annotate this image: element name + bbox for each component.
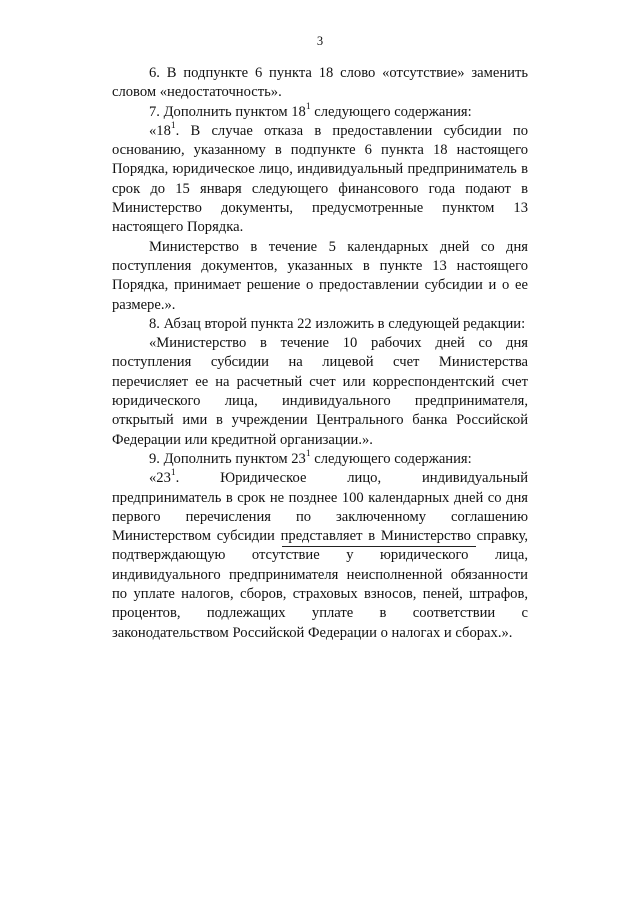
- paragraph-item-9-text: 9. Дополнить пунктом 23: [149, 450, 306, 467]
- document-body: [112, 64, 528, 643]
- paragraph-item-7-text-end: следующего содержания:: [310, 103, 472, 120]
- clause-23-1-text: . Юридическое лицо, индивидуальный предприниматель в срок не позднее 100 календарных дней со дня первого перечисления по заключенному соглашению Министерством субсидии представляет в Министерство справку, подтверждающую отсутствие у юридического лица, индивидуального предпринимателя неисполненной обязанности по уплате налогов, сборов, страховых взносов, пеней, штрафов, процентов, подлежащих уплате в соответствии с законодательством Российской Федерации о налогах и сборах.».: [112, 470, 528, 641]
- paragraph-item-6: [112, 64, 528, 103]
- paragraph-item-9-text-end: следующего содержания:: [310, 450, 472, 467]
- paragraph-clause-18-1: [112, 122, 528, 238]
- superscript-index: 1: [170, 121, 176, 132]
- paragraph-item-9: [112, 450, 528, 469]
- paragraph-clause-18-1-second: [112, 238, 528, 315]
- end-of-document-rule: [282, 546, 476, 547]
- superscript-index: 1: [305, 449, 311, 460]
- clause-22-text: «Министерство в течение 10 рабочих дней со дня поступления субсидии на лицевой счет Министерства перечисляет ее на расчетный счет или корреспондентский счет юридического лица, индивидуального предпринимателя, открытый ими в учреждении Центрального банка Российской Федерации или кредитной организации.».: [112, 335, 528, 448]
- clause-18-1-text: . В случае отказа в предоставлении субсидии по основанию, указанному в подпункте 6 пункта 18 настоящего Порядка, юридическое лицо, индивидуальный предприниматель в срок до 15 января следующего финансового года подают в Министерство документы, предусмотренные пунктом 13 настоящего Порядка.: [112, 122, 528, 236]
- superscript-index: 1: [170, 468, 176, 479]
- paragraph-clause-22: [112, 334, 528, 450]
- clause-18-1-number: «18: [149, 122, 171, 139]
- superscript-index: 1: [305, 101, 311, 112]
- paragraph-item-6-text: 6. В подпункте 6 пункта 18 слово «отсутствие» заменить словом «недостаточность».: [112, 65, 528, 101]
- paragraph-item-8: [112, 315, 528, 334]
- clause-18-1-second-text: Министерство в течение 5 календарных дней со дня поступления документов, указанных в пункте 13 настоящего Порядка, принимает решение о предоставлении субсидии и о ее размере.».: [112, 238, 528, 313]
- paragraph-item-7-text: 7. Дополнить пунктом 18: [149, 103, 306, 120]
- page-number: 3: [316, 34, 324, 48]
- clause-23-1-number: «23: [149, 470, 171, 487]
- paragraph-item-8-text: 8. Абзац второй пункта 22 изложить в следующей редакции:: [149, 315, 526, 332]
- paragraph-clause-23-1: [112, 469, 528, 643]
- paragraph-item-7: [112, 103, 528, 122]
